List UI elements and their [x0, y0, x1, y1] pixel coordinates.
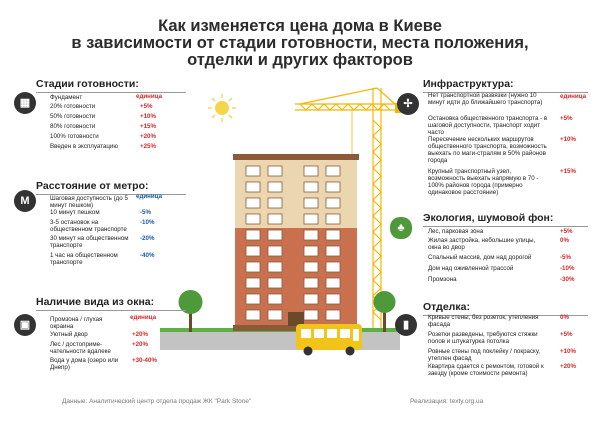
- building-window: [304, 246, 318, 256]
- ecology-row-label: Спальный массив, дом над дорогой: [428, 254, 532, 261]
- ecology-section: [423, 212, 588, 227]
- view-column-header: единица: [130, 314, 157, 321]
- building-window: [246, 262, 260, 272]
- metro-section: [36, 180, 186, 195]
- ecology-row-label: Лес, парковая зона: [428, 228, 484, 235]
- stages-row-value: +25%: [140, 143, 156, 150]
- divider: [36, 92, 186, 93]
- building-window: [246, 278, 260, 288]
- finish-row-value: +10%: [560, 348, 576, 355]
- building-window: [304, 294, 318, 304]
- infra-heading: Инфраструктура:: [423, 78, 514, 90]
- finish-row-label: Ровные стены под поклейку / покраску, утеплен фасад: [428, 348, 541, 362]
- view-row-label: Промзона / глухая окраина: [50, 316, 103, 330]
- stages-heading: Стадии готовности:: [36, 78, 139, 90]
- tree-right: [374, 291, 396, 332]
- finish-row-label: Квартира сдается с ремонтом, готовой к заезду (кроме стоимости ремонта): [428, 363, 544, 377]
- view-row-label: Лес / достоприме-чательности вдалеке: [50, 341, 111, 355]
- building-window: [326, 198, 340, 208]
- building-window: [268, 182, 282, 192]
- ecology-row-value: -5%: [560, 254, 572, 261]
- window-icon: ▣: [14, 314, 36, 336]
- building-window: [246, 198, 260, 208]
- view-row-value: +30-40%: [132, 357, 157, 364]
- stages-row-value: +20%: [140, 133, 156, 140]
- stages-row-label: 100% готовности: [50, 133, 99, 140]
- building-window: [268, 198, 282, 208]
- building-window: [268, 230, 282, 240]
- infra-row-value: +5%: [560, 115, 573, 122]
- building-window: [268, 214, 282, 224]
- metro-row-label: Шаговая доступность (до 5 минут пешком): [50, 195, 128, 209]
- stages-section: [36, 78, 186, 93]
- metro-column-header: единица: [136, 193, 163, 200]
- building-window: [304, 278, 318, 288]
- footer-source: Данные: Аналитический центр отдела продаж ЖК "Park Stone": [62, 398, 252, 405]
- stages-row-value: +5%: [140, 103, 153, 110]
- view-row-value: +20%: [132, 331, 148, 338]
- infra-row-label: Пересечение нескольких маршрутов общественного транспорта, возможность выехать по маги-стралям в 50% районов города: [428, 136, 547, 164]
- brick-icon: ▦: [14, 92, 36, 114]
- stages-row-label: Введен в эксплуатацию: [50, 143, 119, 150]
- bus: [296, 324, 362, 356]
- building-window: [304, 230, 318, 240]
- metro-heading: Расстояние от метро:: [36, 180, 149, 192]
- finish-row-label: Розетки разведены, требуются стяжки полов и штукатурка потолка: [428, 331, 538, 345]
- building-door: [288, 312, 304, 326]
- finish-row-value: 0%: [560, 314, 569, 321]
- metro-row-value: -40%: [140, 252, 155, 259]
- view-row-label: Вода у дома (озеро или Днепр): [50, 357, 119, 371]
- metro-row-label: 3-5 остановок на общественном транспорте: [50, 219, 127, 233]
- building-window: [304, 214, 318, 224]
- stages-row-value: +10%: [140, 113, 156, 120]
- road-junction-icon: ✢: [397, 93, 419, 115]
- divider: [423, 226, 588, 227]
- building-window: [304, 310, 318, 320]
- infra-row-label: Нет транспортной развязки (нужно 10 минут идти до ближайшего транспорта): [428, 92, 543, 106]
- ecology-row-value: -30%: [560, 276, 575, 283]
- sun-icon: [208, 94, 236, 122]
- stages-row-label: 20% готовности: [50, 103, 96, 110]
- building-window: [326, 166, 340, 176]
- building-window: [326, 278, 340, 288]
- ecology-row-label: Дом над оживленной трассой: [428, 265, 514, 272]
- building-window: [268, 278, 282, 288]
- infra-row-value: +10%: [560, 136, 576, 143]
- infra-column-header: единица: [560, 93, 587, 100]
- metro-row-value: -10%: [140, 219, 155, 226]
- building-window: [246, 246, 260, 256]
- ecology-row-value: 0%: [560, 237, 569, 244]
- infra-row-label: Крупный транспортный узел, возможность выехать напрямую в 70 - 100% районов города (примерно одинаковое расстояние): [428, 168, 539, 196]
- footer-credit: Реализация: texty.org.ua: [410, 398, 484, 405]
- building-window: [304, 262, 318, 272]
- view-row-label: Уютный двор: [50, 331, 88, 338]
- building-window: [304, 198, 318, 208]
- building-window: [304, 166, 318, 176]
- apartment-building: [233, 154, 359, 331]
- metro-row-label: 10 минут пешком: [50, 209, 100, 216]
- building-window: [268, 246, 282, 256]
- ground: [160, 330, 400, 350]
- infra-section: [423, 78, 588, 93]
- stages-row-label: 50% готовности: [50, 113, 96, 120]
- stages-row-value: +15%: [140, 123, 156, 130]
- building-window: [326, 246, 340, 256]
- trees-icon: ♣: [390, 217, 412, 239]
- building-window: [246, 230, 260, 240]
- building-window: [326, 214, 340, 224]
- title-line-3: отделки и других факторов: [187, 51, 413, 69]
- paint-roller-icon: ▮: [395, 314, 417, 336]
- infra-row-label: Остановка общественного транспорта - в шаговой доступности, транспорт ходит часто: [428, 115, 548, 136]
- view-heading: Наличие вида из окна:: [36, 296, 155, 308]
- infra-row-value: +15%: [560, 168, 576, 175]
- ecology-heading: Экология, шумовой фон:: [423, 212, 554, 224]
- building-window: [268, 294, 282, 304]
- ecology-row-value: +5%: [560, 228, 573, 235]
- ecology-row-label: Промзона: [428, 276, 457, 283]
- metro-row-value: -20%: [140, 235, 155, 242]
- metro-row-label: 30 минут на общественном транспорте: [50, 235, 129, 249]
- building-window: [326, 230, 340, 240]
- building-window: [268, 166, 282, 176]
- building-window: [246, 182, 260, 192]
- finish-row-label: Кривые стены, без розеток, утепления фасада: [428, 314, 539, 328]
- ecology-row-value: -10%: [560, 265, 575, 272]
- building-window: [246, 310, 260, 320]
- divider: [36, 310, 186, 311]
- building-window: [246, 166, 260, 176]
- ecology-row-label: Жилая застройка, небольшие улицы, окна во двор: [428, 237, 536, 251]
- finish-row-value: +5%: [560, 331, 573, 338]
- building-window: [246, 214, 260, 224]
- metro-row-label: 1 час на общественном транспорте: [50, 252, 118, 266]
- metro-icon: М: [14, 190, 36, 212]
- title-line-1: Как изменяется цена дома в Киеве: [158, 17, 442, 35]
- building-window: [326, 182, 340, 192]
- building-window: [326, 262, 340, 272]
- building-window: [268, 262, 282, 272]
- stages-column-header: единица: [136, 93, 163, 100]
- view-section: [36, 296, 186, 311]
- title-line-2: в зависимости от стадии готовности, места положения,: [71, 34, 529, 52]
- building-window: [268, 310, 282, 320]
- stages-row-label: Фундамент: [50, 94, 83, 101]
- stages-row-label: 80% готовности: [50, 123, 96, 130]
- view-row-value: +20%: [132, 341, 148, 348]
- finish-heading: Отделка:: [423, 301, 470, 313]
- building-window: [304, 182, 318, 192]
- finish-row-value: +20%: [560, 363, 576, 370]
- building-window: [246, 294, 260, 304]
- metro-row-value: -5%: [140, 209, 152, 216]
- building-window: [326, 310, 340, 320]
- building-window: [326, 294, 340, 304]
